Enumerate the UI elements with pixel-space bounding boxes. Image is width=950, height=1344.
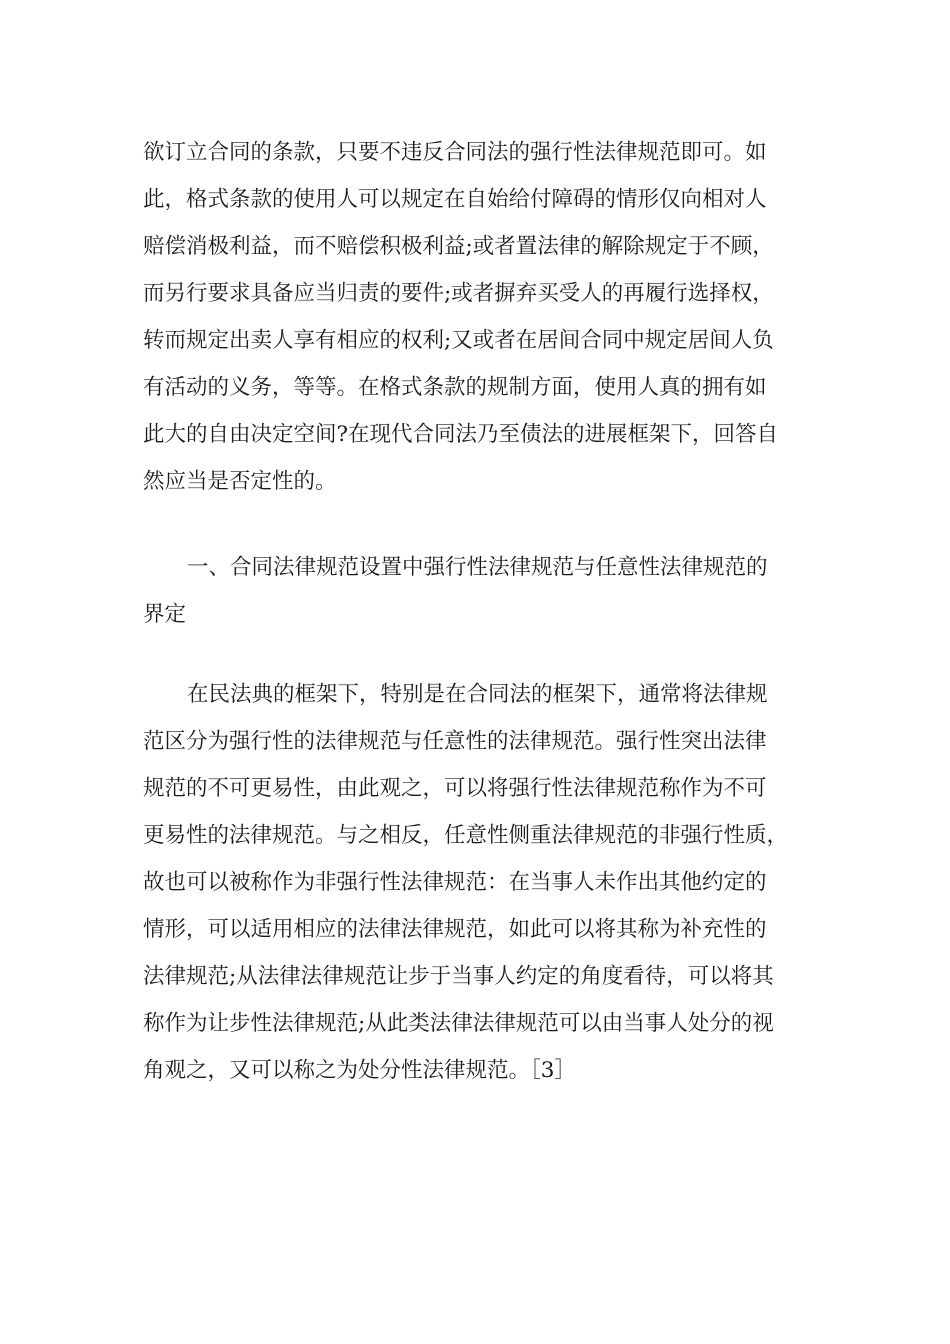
text-line: 更易性的法律规范。与之相反，任意性侧重法律规范的非强行性质，: [143, 823, 789, 848]
text-line: 此大的自由决定空间?在现代合同法乃至债法的进展框架下，回答自: [143, 422, 779, 447]
text-line: 欲订立合同的条款，只要不违反合同法的强行性法律规范即可。如: [143, 140, 767, 165]
text-line: 此，格式条款的使用人可以规定在自始给付障碍的情形仅向相对人: [143, 187, 767, 212]
text-line: 在民法典的框架下，特别是在合同法的框架下，通常将法律规: [187, 682, 768, 707]
text-line: 有活动的义务，等等。在格式条款的规制方面，使用人真的拥有如: [143, 375, 767, 400]
text-line: 法律规范;从法律法律规范让步于当事人约定的角度看待，可以将其: [143, 964, 774, 989]
text-line: 情形，可以适用相应的法律法律规范，如此可以将其称为补充性的: [143, 917, 767, 942]
text-line: 转而规定出卖人享有相应的权利;又或者在居间合同中规定居间人负: [143, 328, 774, 353]
heading-line: 一、合同法律规范设置中强行性法律规范与任意性法律规范的: [187, 555, 768, 580]
text-line: 然应当是否定性的。: [143, 469, 337, 494]
text-line: 规范的不可更易性，由此观之，可以将强行性法律规范称作为不可: [143, 776, 767, 801]
text-line: 称作为让步性法律规范;从此类法律法律规范可以由当事人处分的视: [143, 1011, 774, 1036]
text-line: 故也可以被称作为非强行性法律规范：在当事人未作出其他约定的: [143, 870, 767, 895]
text-line: 角观之，又可以称之为处分性法律规范。［3］: [143, 1058, 576, 1083]
text-line: 赔偿消极利益，而不赔偿积极利益;或者置法律的解除规定于不顾，: [143, 234, 774, 259]
text-line: 范区分为强行性的法律规范与任意性的法律规范。强行性突出法律: [143, 729, 767, 754]
text-line: 而另行要求具备应当归责的要件;或者摒弃买受人的再履行选择权，: [143, 281, 774, 306]
heading-line: 界定: [143, 602, 187, 627]
